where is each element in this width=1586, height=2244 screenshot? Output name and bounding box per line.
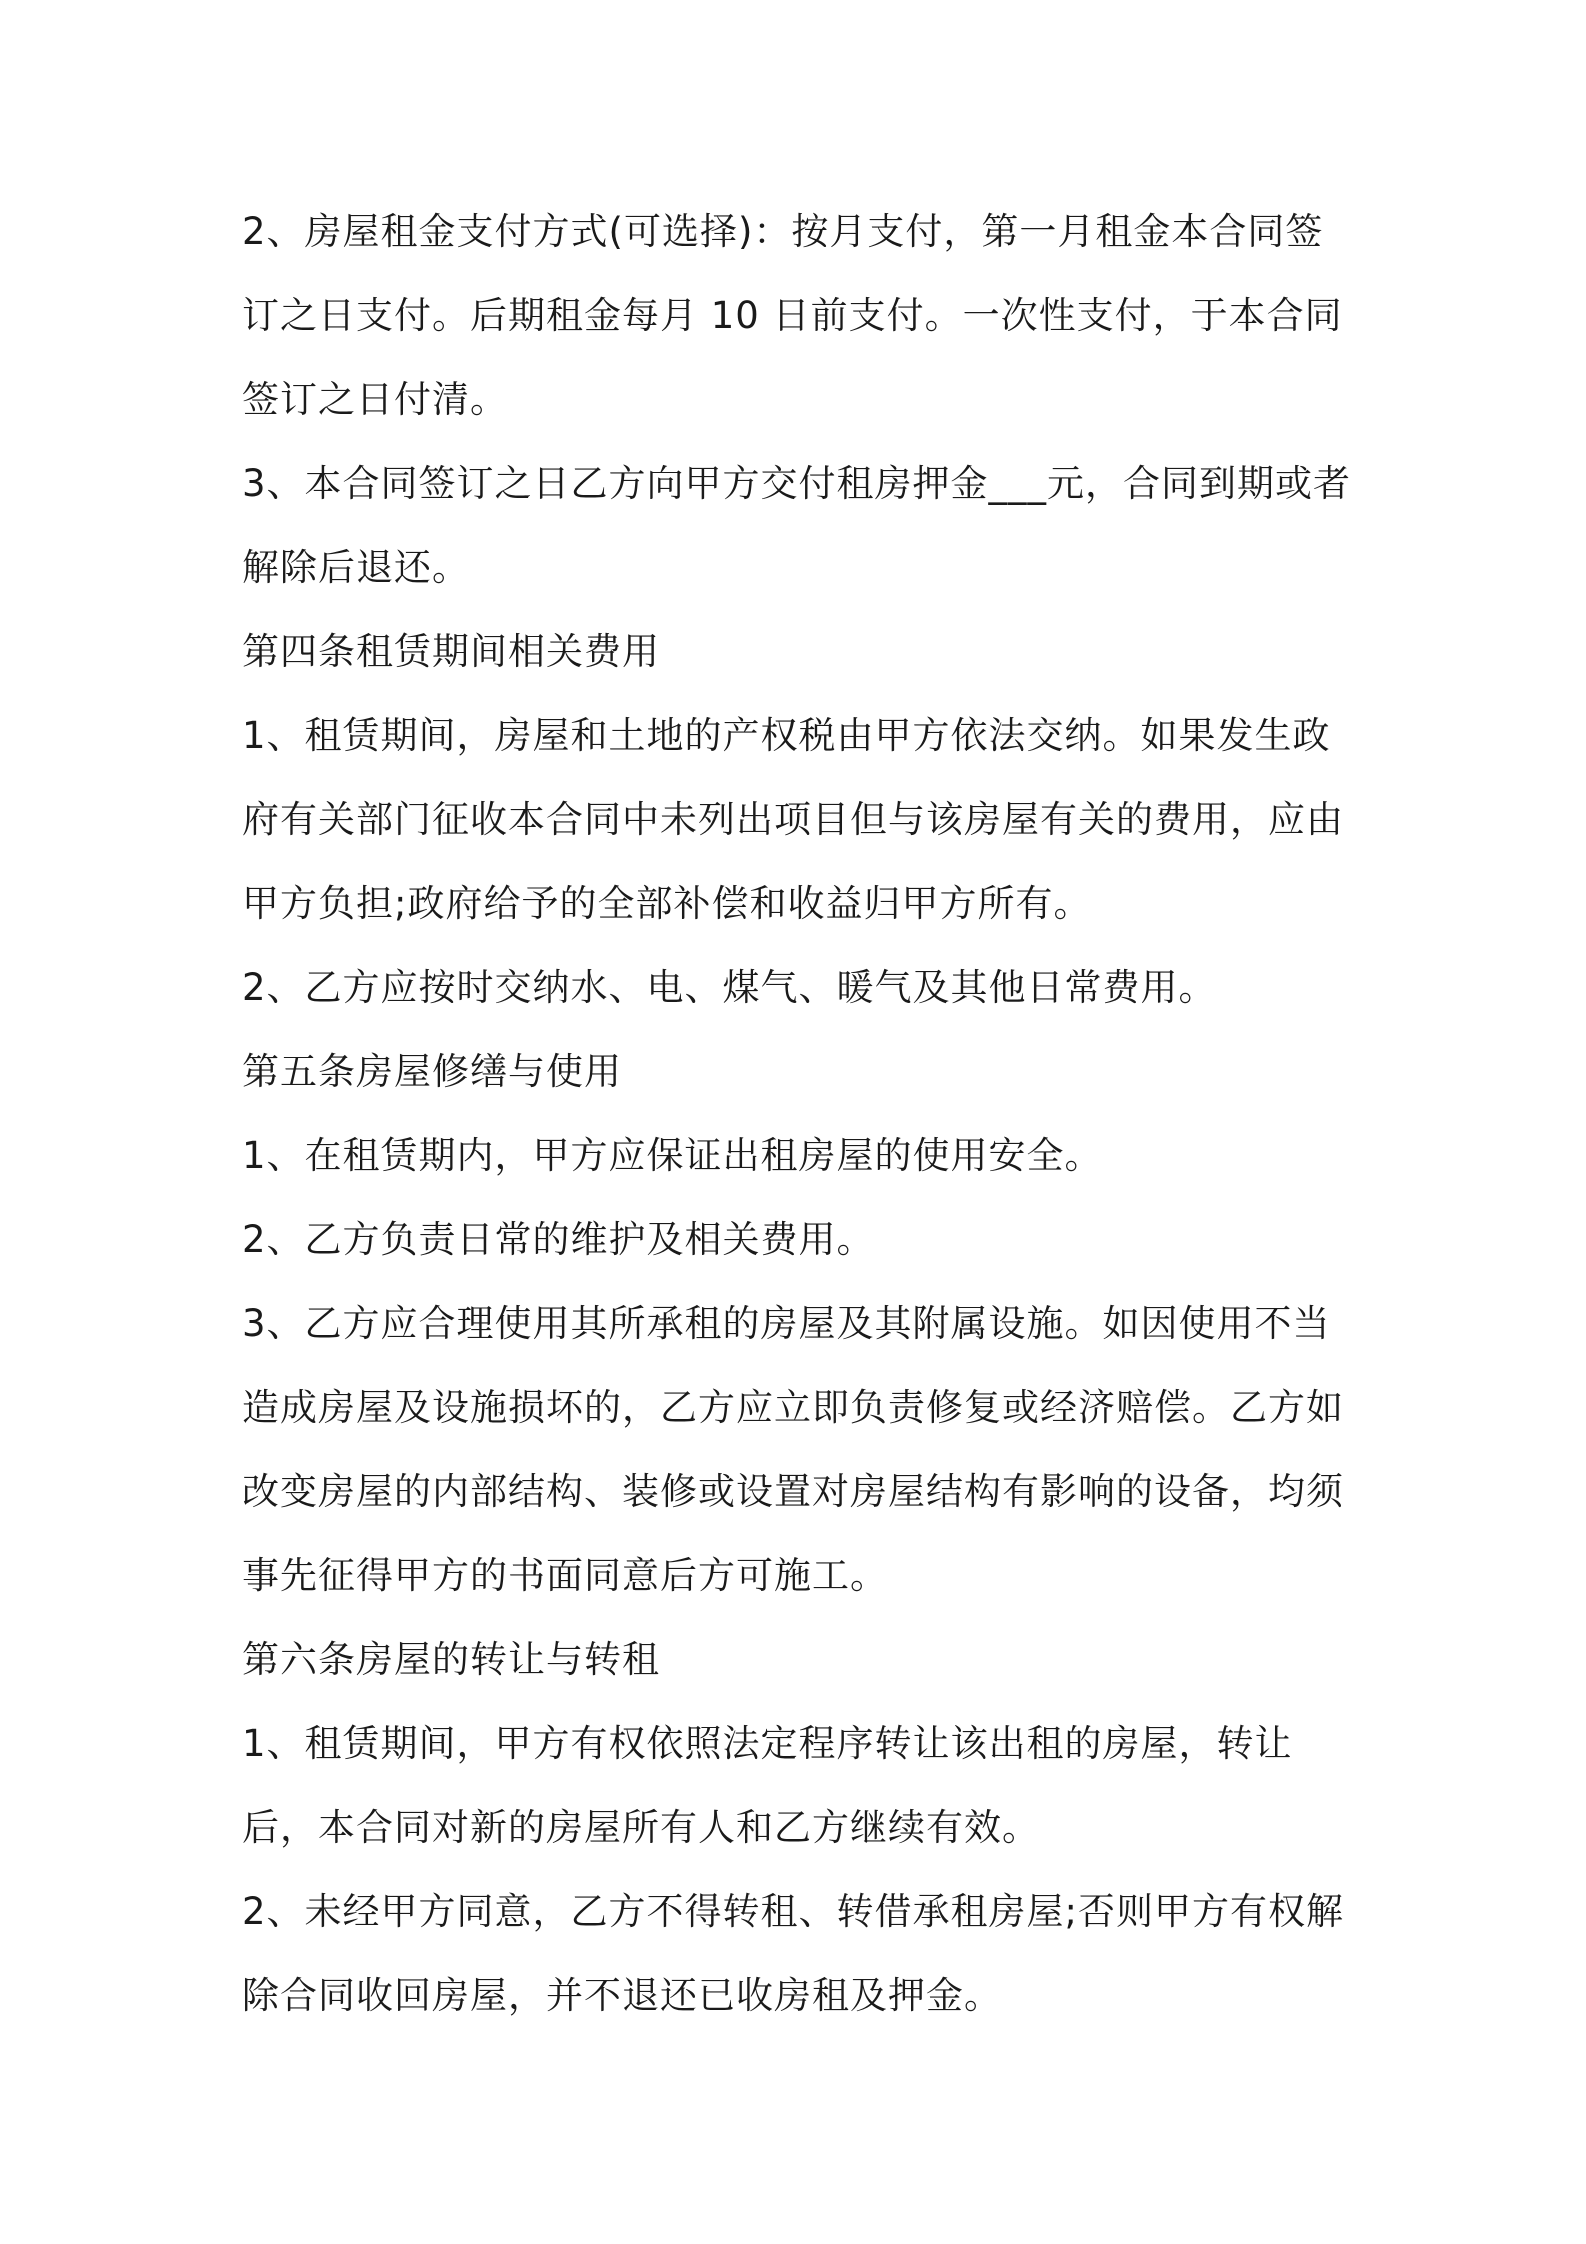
paragraph-property-tax: 1、租赁期间，房屋和土地的产权税由甲方依法交纳。如果发生政府有关部门征收本合同中未列出项目但与该房屋有关的费用，应由甲方负担;政府给予的全部补偿和收益归甲方所有。 xyxy=(242,714,1344,925)
heading-article-four: 第四条租赁期间相关费用 xyxy=(242,630,660,673)
paragraph-utilities: 2、乙方应按时交纳水、电、煤气、暖气及其他日常费用。 xyxy=(242,966,1217,1009)
paragraph-deposit: 3、本合同签订之日乙方向甲方交付租房押金___元，合同到期或者解除后退还。 xyxy=(242,462,1352,589)
document-body xyxy=(242,190,1360,2038)
heading-article-six: 第六条房屋的转让与转租 xyxy=(242,1638,660,1681)
paragraph-transfer: 1、租赁期间，甲方有权依照法定程序转让该出租的房屋，转让后，本合同对新的房屋所有人和乙方继续有效。 xyxy=(242,1722,1293,1849)
paragraph-maintenance: 2、乙方负责日常的维护及相关费用。 xyxy=(242,1218,875,1261)
paragraph-proper-use: 3、乙方应合理使用其所承租的房屋及其附属设施。如因使用不当造成房屋及设施损坏的，乙方应立即负责修复或经济赔偿。乙方如改变房屋的内部结构、装修或设置对房屋结构有影响的设备，均须事先征得甲方的书面同意后方可施工。 xyxy=(242,1302,1344,1597)
paragraph-rent-payment: 2、房屋租金支付方式(可选择)：按月支付，第一月租金本合同签订之日支付。后期租金每月 10 日前支付。一次性支付，于本合同签订之日付清。 xyxy=(242,210,1343,421)
paragraph-safety: 1、在租赁期内，甲方应保证出租房屋的使用安全。 xyxy=(242,1134,1103,1177)
paragraph-sublet: 2、未经甲方同意，乙方不得转租、转借承租房屋;否则甲方有权解除合同收回房屋，并不退还已收房租及押金。 xyxy=(242,1890,1345,2017)
heading-article-five: 第五条房屋修缮与使用 xyxy=(242,1050,622,1093)
